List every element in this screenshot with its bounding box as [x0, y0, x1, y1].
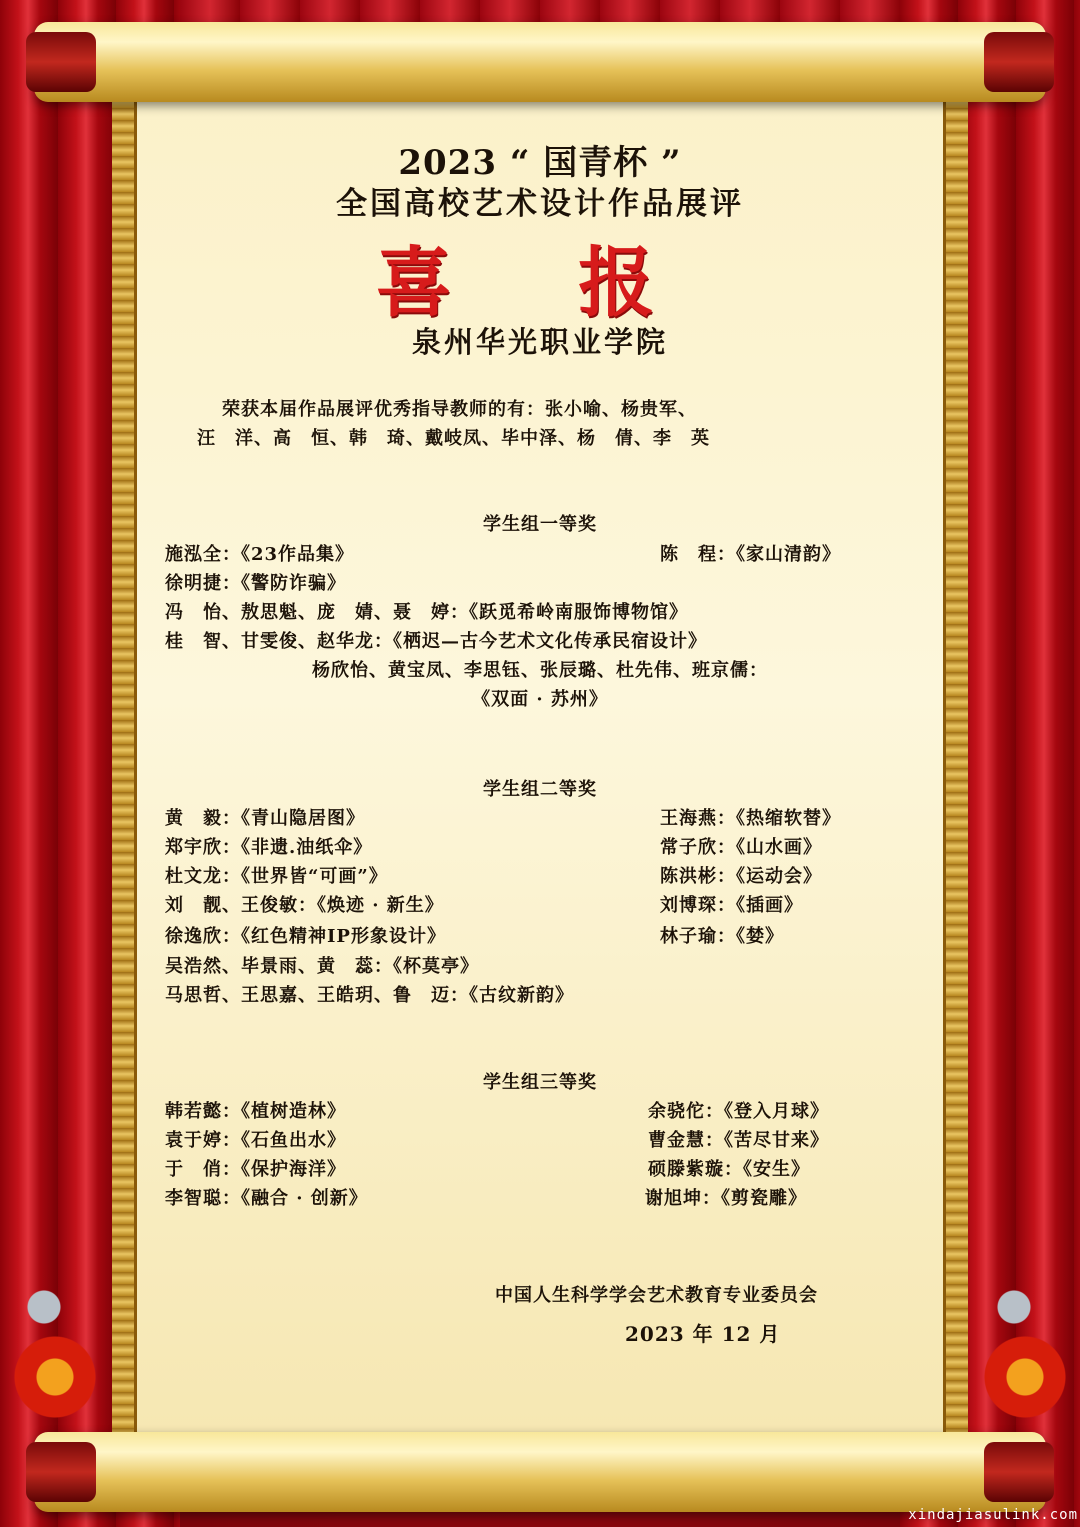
award-entry: 郑宇欣：《非遗.油纸伞》: [165, 837, 373, 858]
event-title: 2023 “ 国青杯 ”: [398, 143, 682, 183]
award-entry: 曹金慧：《苦尽甘来》: [648, 1130, 829, 1151]
award-entry: 林子瑜：《婪》: [660, 926, 784, 947]
issue-date: 2023 年 12 月: [625, 1322, 781, 1346]
award-entry: 徐逸欣：《红色精神IP形象设计》: [165, 926, 446, 947]
award-entry: 施泓全：《23作品集》: [165, 544, 355, 565]
flower-decoration-left: [0, 1257, 110, 1457]
teachers-line-1: 荣获本届作品展评优秀指导教师的有：张小喻、杨贵军、: [222, 399, 697, 420]
award-entry: 李智聪：《融合 · 创新》: [165, 1188, 368, 1209]
award-entry: 常子欣：《山水画》: [660, 837, 822, 858]
award-entry: 杜文龙：《世界皆“可画”》: [165, 866, 388, 887]
award-entry: 杨欣怡、黄宝凤、李思钰、张辰璐、杜先伟、班京儒：: [312, 660, 768, 681]
award-entry: 陈 程：《家山清韵》: [660, 544, 841, 565]
award-entry: 于 俏：《保护海洋》: [165, 1159, 346, 1180]
third-prize-heading: 学生组三等奖: [483, 1072, 597, 1093]
roller-knob-right: [984, 32, 1054, 92]
award-entry: 黄 毅：《青山隐居图》: [165, 808, 365, 829]
flower-decoration-right: [970, 1257, 1080, 1457]
award-entry: 袁于婷：《石鱼出水》: [165, 1130, 346, 1151]
award-entry: 余骁佗：《登入月球》: [648, 1101, 829, 1122]
school-name: 泉州华光职业学院: [411, 325, 668, 359]
scroll-bottom-roller: [34, 1432, 1046, 1512]
award-entry: 冯 怡、敖思魁、庞 婧、聂 婷：《跃觅希岭南服饰博物馆》: [165, 602, 688, 623]
award-entry: 《双面 · 苏州》: [472, 689, 608, 710]
scroll-top-roller: [34, 22, 1046, 102]
award-entry: 桂 智、甘雯俊、赵华龙：《栖迟—古今艺术文化传承民宿设计》: [165, 631, 707, 652]
teachers-line-2: 汪 洋、高 恒、韩 琦、戴岐凤、毕中泽、杨 倩、李 英: [197, 428, 710, 449]
award-entry: 马思哲、王思嘉、王皓玥、鲁 迈：《古纹新韵》: [165, 985, 574, 1006]
award-entry: 韩若懿：《植树造林》: [165, 1101, 346, 1122]
second-prize-heading: 学生组二等奖: [483, 779, 597, 800]
award-entry: 王海燕：《热缩软替》: [660, 808, 841, 829]
watermark: xindajiasulink.com: [908, 1507, 1078, 1523]
award-entry: 刘 靓、王俊敏：《焕迹 · 新生》: [165, 895, 444, 916]
award-entry: 硕滕紫璇：《安生》: [648, 1159, 810, 1180]
announcement-title: 喜 报: [375, 238, 705, 327]
roller-knob-left: [26, 32, 96, 92]
award-entry: 陈洪彬：《运动会》: [660, 866, 822, 887]
issuing-organization: 中国人生科学学会艺术教育专业委员会: [495, 1285, 818, 1306]
award-entry: 徐明捷：《警防诈骗》: [165, 573, 346, 594]
award-entry: 刘博琛：《插画》: [660, 895, 803, 916]
event-subtitle: 全国高校艺术设计作品展评: [336, 186, 744, 222]
first-prize-heading: 学生组一等奖: [483, 514, 597, 535]
award-entry: 吴浩然、毕景雨、黄 蕊：《杯莫亭》: [165, 956, 479, 977]
award-entry: 谢旭坤：《剪瓷雕》: [645, 1188, 807, 1209]
